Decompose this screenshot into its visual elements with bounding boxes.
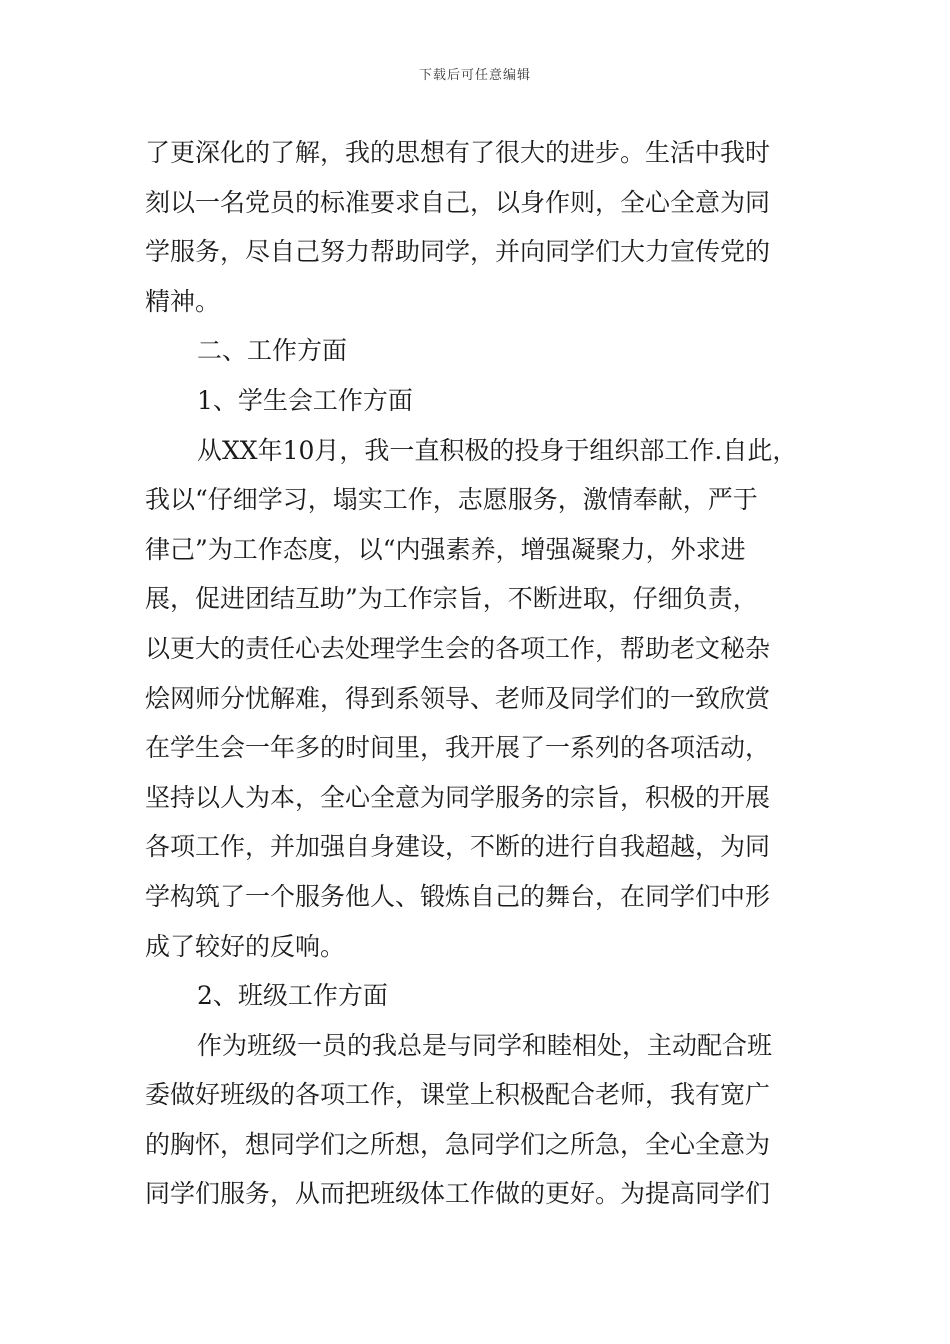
text-line: 各项工作，并加强自身建设，不断的进行自我超越，为同 xyxy=(145,832,771,862)
text-line: 展，促进团结互助”为工作宗旨，不断进取，仔细负责， xyxy=(145,584,758,614)
text-line: 学服务，尽自己努力帮助同学，并向同学们大力宣传党的 xyxy=(145,237,771,267)
body-text xyxy=(145,128,815,1219)
text-line: 同学们服务，从而把班级体工作做的更好。为提高同学们 xyxy=(145,1179,771,1209)
text-line: 了更深化的了解，我的思想有了很大的进步。生活中我时 xyxy=(145,138,771,167)
text-line: 作为班级一员的我总是与同学和睦相处，主动配合班 xyxy=(197,1030,773,1060)
subsection-heading: 2、班级工作方面 xyxy=(197,981,388,1011)
text-line: 从XX年10月，我一直积极的投身于组织部工作.自此， xyxy=(197,435,798,465)
text-line: 律己”为工作态度，以“内强素养，增强凝聚力，外求进 xyxy=(145,534,746,564)
subsection-heading: 1、学生会工作方面 xyxy=(197,385,413,415)
text-line: 精神。 xyxy=(145,286,221,316)
text-line: 学构筑了一个服务他人、锻炼自己的舞台，在同学们中形 xyxy=(145,881,771,911)
text-line: 烩网师分忧解难，得到系领导、老师及同学们的一致欣赏 xyxy=(145,683,771,713)
text-line: 以更大的责任心去处理学生会的各项工作，帮助老文秘杂 xyxy=(145,633,771,663)
header-note: 下载后可任意编辑 xyxy=(418,68,531,83)
section-heading: 二、工作方面 xyxy=(197,336,348,366)
text-line: 刻以一名党员的标准要求自己，以身作则，全心全意为同 xyxy=(145,187,771,217)
text-line: 我以“仔细学习，塌实工作，志愿服务，激情奉献，严于 xyxy=(145,485,758,515)
text-line: 成了较好的反响。 xyxy=(145,931,346,961)
text-line: 在学生会一年多的时间里，我开展了一系列的各项活动， xyxy=(145,733,771,763)
text-line: 坚持以人为本，全心全意为同学服务的宗旨，积极的开展 xyxy=(145,782,771,812)
text-line: 委做好班级的各项工作，课堂上积极配合老师，我有宽广 xyxy=(145,1080,771,1110)
text-line: 的胸怀，想同学们之所想，急同学们之所急，全心全意为 xyxy=(145,1129,771,1159)
